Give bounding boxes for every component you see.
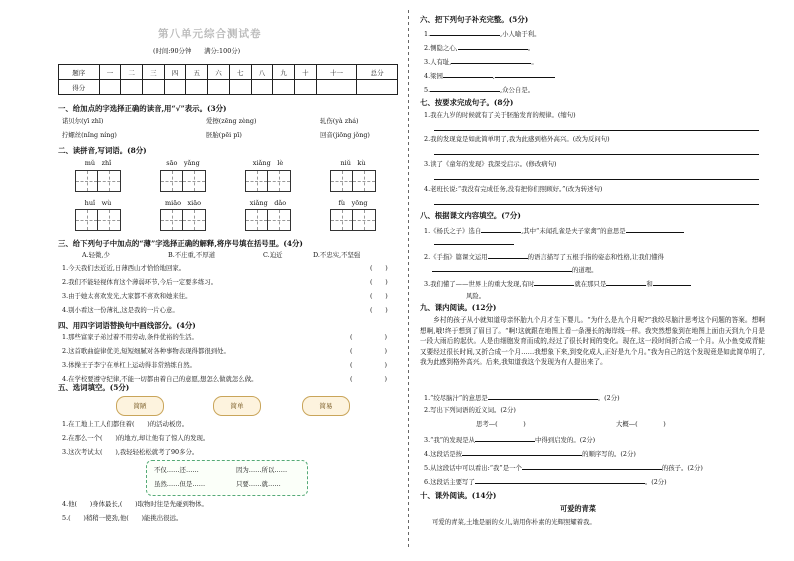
section-3-heading: 三、给下列句子中加点的“薄”字选择正确的解释,将序号填在括号里。(4分) [58,239,303,248]
answer-blank[interactable] [534,278,574,286]
answer-paren[interactable]: ( ) [350,375,387,383]
fill-sentence: 2.《手指》篇课文运用 的语言描写了五根手指的姿态和性格,让我们懂得 [424,253,664,261]
reading-option[interactable]: 爱擦(zēng zèng) [206,117,257,125]
question-item: 3.读了《童年的发现》我深受启示。(修改病句) [424,160,557,168]
meaning-option: D.不忠实,不坚强 [313,251,361,259]
score-input[interactable] [316,80,357,95]
question-item: 3.这次考试太( ),我轻轻松松就考了90多分。 [62,448,199,456]
answer-blank[interactable] [626,225,684,233]
section-2-heading: 二、读拼音,写词语。(8分) [58,146,147,155]
score-table [58,64,398,95]
score-input[interactable] [357,80,398,95]
reading-passage: 乡村的孩子从小就知道母亲怀胎九个月才生下婴儿。“为什么是九个月呢?”我绞尽脑汁思考这个问题的答案。想啊想啊,哦!终于想到了眉目了。“啊!这就跟在地图上看一条漫长的海岸线一样。我突然想象到在地图上面由天到九个月是一段大雨后的起伏。人是由细胞发育而成的,经过了很长时间的变化。现在,这一段时间折合成一个月。从小鱼变成青蛙又要经过很长时间,又折合成一个月……我想象下来,到变化成人,正好是九个月。”我为自己的这个发现竟是如此简单明了,我为此感到格外高兴。后来,我知道我这个发现为有人提出来了。 [420,316,765,367]
fill-sentence: 5. ,众公自是。 [424,86,535,94]
answer-blank[interactable] [475,476,645,484]
left-column [58,0,398,561]
answer-blank[interactable] [488,251,528,259]
pinyin-label: xiǎng dǎo [249,199,287,207]
answer-blank[interactable] [430,84,500,92]
pinyin-label: sāo yǎng [166,159,200,167]
score-value-row [59,80,398,95]
answer-paren[interactable]: ( ) [370,278,388,286]
answer-paren[interactable]: ( ) [370,292,388,300]
score-input[interactable] [164,80,186,95]
question-item: 4.老班长说:“我没有完成任务,没有把你们照顾好。”(改为转述句) [424,185,603,193]
question-item: 4.这段话是按 的顺序写的。(2分) [424,450,636,458]
question-item: 4.他( )身体最长,( )取物时往是先碰到物体。 [62,500,208,508]
fill-sentence: 风险。 [466,292,486,300]
score-input[interactable] [186,80,208,95]
answer-blank[interactable] [653,278,691,286]
reading-option[interactable]: 诺贝尔(yī zhī) [62,117,104,125]
pinyin-label: niǔ kù [340,159,366,167]
question-item[interactable]: 思考—( ) [476,420,526,428]
word-choice-badge: 简易 [302,396,350,416]
score-cell: 一 [99,65,121,80]
answer-blank[interactable] [522,462,662,470]
question-item: 2.我们不能轻视体育这个薄弱环节,今后一定要多练习。 [62,278,218,286]
answer-blank[interactable] [451,56,531,64]
section-10-heading: 十、课外阅读。(14分) [420,491,497,500]
writing-grid[interactable] [330,209,376,231]
word-choice-badge: 简单 [213,396,261,416]
reading-option[interactable]: 轧伤(yà zhá) [320,117,359,125]
page-title: 第八单元综合测试卷 [158,28,262,40]
question-item: 5.从这段话中可以看出:“我”是一个 的孩子。(2分) [424,464,703,472]
section-1-heading: 一、给加点的字选择正确的读音,用“√”表示。(3分) [58,104,227,113]
time-info: (时间:90分钟 满分:100分) [153,47,241,55]
answer-blank[interactable] [432,264,572,272]
story-text: 可爱的青菜,土地是丽的女儿,请用你朴素的光辉照耀着我。 [432,518,596,526]
reading-option[interactable]: 回音(jiōng jǒng) [320,131,370,139]
score-cell: 二 [121,65,143,80]
right-column [420,0,765,561]
writing-grid[interactable] [160,170,206,192]
pinyin-label: mǔ zhǐ [84,159,112,167]
meaning-option: B.不庄重,不厚道 [168,251,216,259]
answer-blank[interactable] [475,434,535,442]
answer-paren[interactable]: ( ) [350,361,387,369]
answer-line[interactable] [434,244,514,245]
meaning-option: C.迫近 [263,251,283,259]
score-input[interactable] [121,80,143,95]
score-cell: 十 [295,65,317,80]
question-item: 1.“绞尽脑汁”的意思是 。(2分) [424,394,620,402]
score-cell: 六 [208,65,230,80]
score-cell: 题序 [59,65,100,80]
score-cell: 七 [229,65,251,80]
answer-line[interactable] [434,204,759,205]
section-5-heading: 五、选词填空。(5分) [58,383,130,392]
fill-sentence: 的道理。 [424,264,598,274]
writing-grid[interactable] [160,209,206,231]
score-input[interactable] [99,80,121,95]
answer-blank[interactable] [458,42,528,50]
pinyin-label: fù yōng [338,199,368,207]
score-input[interactable] [273,80,295,95]
reading-option[interactable]: 胚胎(pēi pī) [206,131,242,139]
answer-blank[interactable] [443,70,493,78]
question-item: 1.那些富家子弟过着不用劳动,条件优裕的生活。 [62,333,198,341]
section-7-heading: 七、按要求完成句子。(8分) [420,98,514,107]
score-cell: 八 [251,65,273,80]
score-input[interactable] [295,80,317,95]
question-item: 4.别小看这一份薄礼,这是我的一片心意。 [62,306,179,314]
score-input[interactable] [251,80,273,95]
conjunction-option: 因为……所以…… [236,466,288,474]
question-item[interactable]: 大概—( ) [616,420,666,428]
conjunction-option: 不仅……还…… [154,466,199,474]
pinyin-label: miāo xiāo [164,199,202,207]
question-item: 2.我的发现竟是如此简单明了,我为此感到格外高兴。(改为反问句) [424,135,610,143]
question-item: 1.今天我们去近近,日薄西山才恰恰地回家。 [62,264,186,272]
score-cell: 五 [186,65,208,80]
pinyin-label: huǐ wù [84,199,112,207]
writing-grid[interactable] [75,209,121,231]
fill-sentence: 2.恻隐之心, 。 [424,44,535,52]
fill-sentence: 4.梁园 , [424,70,555,80]
answer-line[interactable] [434,179,759,180]
question-item: 5.( )稍稍一使劲,他( )能挑出很远。 [62,514,183,522]
answer-paren[interactable]: ( ) [350,347,387,355]
score-cell: 总分 [357,65,398,80]
answer-paren[interactable]: ( ) [370,306,388,314]
answer-blank[interactable] [430,28,500,36]
question-item: 1.在工地上工人们都住着( )的活动板房。 [62,420,189,428]
answer-blank[interactable] [495,70,555,78]
section-6-heading: 六、把下列句子补充完整。(5分) [420,15,529,24]
fill-sentence: 1.《杨氏之子》选自 ,其中“未闻孔雀是夫子家禽”的意思是 [424,225,684,235]
answer-blank[interactable] [606,278,646,286]
question-item: 2.写出下列词语的近义词。(2分) [424,406,516,414]
score-cell: 十一 [316,65,357,80]
question-item: 2.这首歌曲旋律优美,短短细腻对各种事物表现得都很到处。 [62,347,230,355]
writing-grid[interactable] [75,170,121,192]
fill-sentence: 3.人有耻, 。 [424,58,538,66]
writing-grid[interactable] [245,170,291,192]
question-item: 3.“我”的发现是从 中得到启发的。(2分) [424,436,596,444]
question-item: 3.由于她太喜欢发光,大家都不喜欢和她来往。 [62,292,192,300]
writing-grid[interactable] [245,209,291,231]
question-item: 4.在学校要遵守纪律,不能一切都由着自己的意愿,想怎么做就怎么做。 [62,375,258,383]
pinyin-label: xiǎng lè [252,159,284,167]
meaning-option: A.轻微,少 [82,251,110,259]
section-8-heading: 八、根据课文内容填空。(7分) [420,211,521,220]
question-item: 1.我在九岁的时候就有了关于胚胎发育的规律。(缩句) [424,111,576,119]
answer-blank[interactable] [488,392,598,400]
fill-sentence: 1. ,小人喻于利。 [424,30,541,38]
word-choice-badge: 简陋 [116,396,164,416]
answer-line[interactable] [434,154,759,155]
answer-paren[interactable]: ( ) [370,264,388,272]
reading-option[interactable]: 拧螺丝(nǐng níng) [62,131,117,139]
score-input[interactable] [143,80,165,95]
section-9-heading: 九、课内阅读。(12分) [420,303,497,312]
conjunction-option: 虽然……但是…… [154,480,206,488]
score-cell: 三 [143,65,165,80]
answer-line[interactable] [434,130,759,131]
story-title: 可爱的青菜 [560,504,596,513]
answer-paren[interactable]: ( ) [350,333,387,341]
score-header-row [59,65,398,80]
section-4-heading: 四、用四字词语替换句中画线部分。(4分) [58,321,196,330]
answer-blank[interactable] [462,448,582,456]
score-label: 得分 [59,80,100,95]
answer-blank[interactable] [481,225,521,233]
conjunction-option: 只要……就…… [236,480,281,488]
score-input[interactable] [208,80,230,95]
question-item: 3.体操王子李宁在单杠上运动得非常熟练自然。 [62,361,196,369]
fill-sentence: 3.我们懂了——世界上的重大发现,有时 就在那只是 和 [424,278,691,288]
writing-grid[interactable] [330,170,376,192]
question-item: 6.这段话主要写了 。(2分) [424,478,667,486]
question-item: 2.在那么一个( )的地方,却让他有了惊人的发现。 [62,434,210,442]
column-divider [408,10,409,550]
score-cell: 九 [273,65,295,80]
score-input[interactable] [229,80,251,95]
score-cell: 四 [164,65,186,80]
